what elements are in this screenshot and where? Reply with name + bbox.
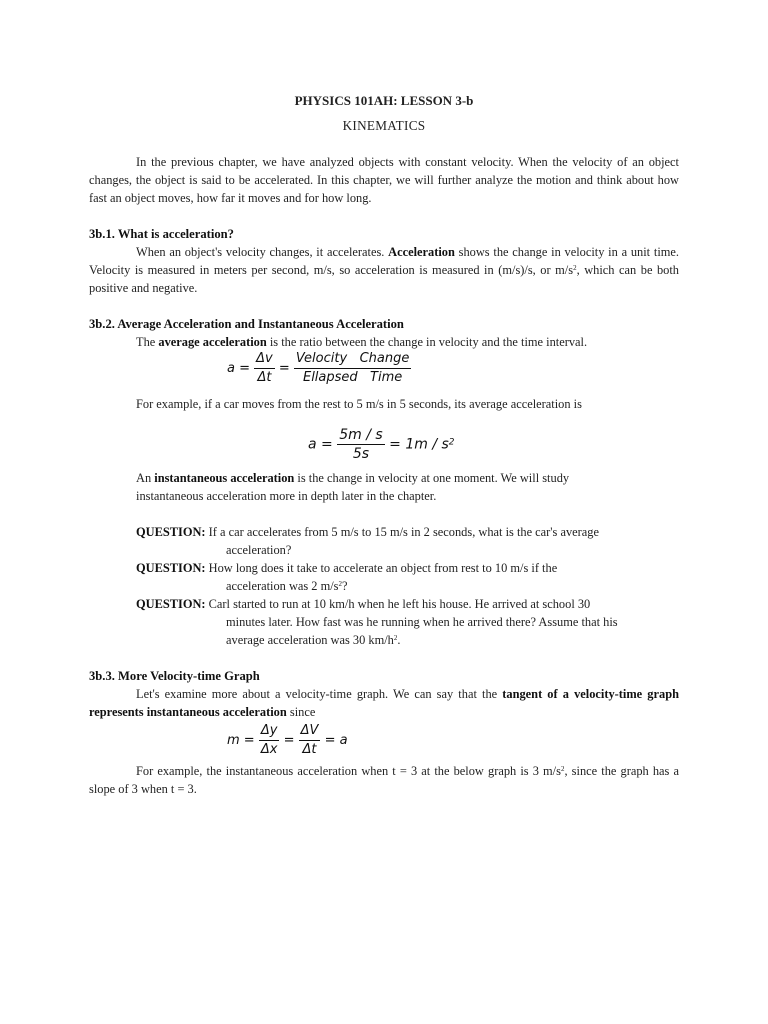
section-2-paragraph-3-line-2: instantaneous acceleration more in depth later in the chapter. [136, 489, 437, 503]
page-subtitle: KINEMATICS [342, 118, 426, 133]
section-2-paragraph-2: For example, if a car moves from the rest to 5 m/s in 5 seconds, its average acceleration is [136, 397, 582, 411]
question-1: QUESTION: If a car accelerates from 5 m/s to 15 m/s in 2 seconds, what is the car's average acceleration? [136, 525, 599, 557]
section-heading-3: 3b.3. More Velocity-time Graph [89, 669, 260, 683]
section-heading-1: 3b.1. What is acceleration? [89, 227, 234, 241]
section-2-paragraph-1: The average acceleration is the ratio between the change in velocity and the time interval. [136, 335, 588, 349]
equation-average-acceleration: a = $\frac{\Delta v}{\Delta t}$ = $\frac{\text{Velocity Change}}{\text{Ellapsed Time}}$ [227, 351, 410, 385]
intro-paragraph: In the previous chapter, we have analyzed objects with constant velocity. When the velocity of an object changes, the object is said to be accelerated. In this chapter, we will further analyze the motion and think about how fast an object moves, how far it moves and for how long. [89, 155, 679, 205]
question-2: QUESTION: How long does it take to accelerate an object from rest to 10 m/s if the acceleration was 2 $m/s^2$? [136, 561, 558, 593]
section-1-paragraph: When an object's velocity changes, it accelerates. Acceleration shows the change in velocity in a unit time. Velocity is measured in meters per second, m/s, so acceleration is measured in (m/s)/s, or $m/s^2$, which can be both positive and negative. [89, 245, 680, 295]
page-title: PHYSICS 101AH: LESSON 3-b [294, 93, 474, 108]
section-3-paragraph-1: Let's examine more about a velocity-time graph. We can say that the tangent of a velocity-time graph represents instantaneous acceleration since [89, 687, 679, 719]
question-3: QUESTION: Carl started to run at 10 km/h when he left his house. He arrived at school 30 minutes later. How fast was he running when he arrived there? Assume that his average acceleration was 30 $km/h^2$. [136, 597, 618, 647]
section-2-paragraph-3: An instantaneous acceleration is the change in velocity at one moment. We will study [136, 471, 570, 485]
equation-slope: m = $\frac{\Delta y}{\Delta x}$ = $\frac{\Delta V}{\Delta t}$ = a [227, 723, 348, 757]
section-3-paragraph-2: For example, the instantaneous acceleration when t = 3 at the below graph is 3 $m/s^2$, since the graph has a slope of 3 when t = 3. [89, 764, 679, 796]
section-heading-2: 3b.2. Average Acceleration and Instantaneous Acceleration [89, 317, 404, 331]
equation-example: a = $\frac{5m / s}{5s}$ = $1m / s^2$ [308, 427, 455, 462]
